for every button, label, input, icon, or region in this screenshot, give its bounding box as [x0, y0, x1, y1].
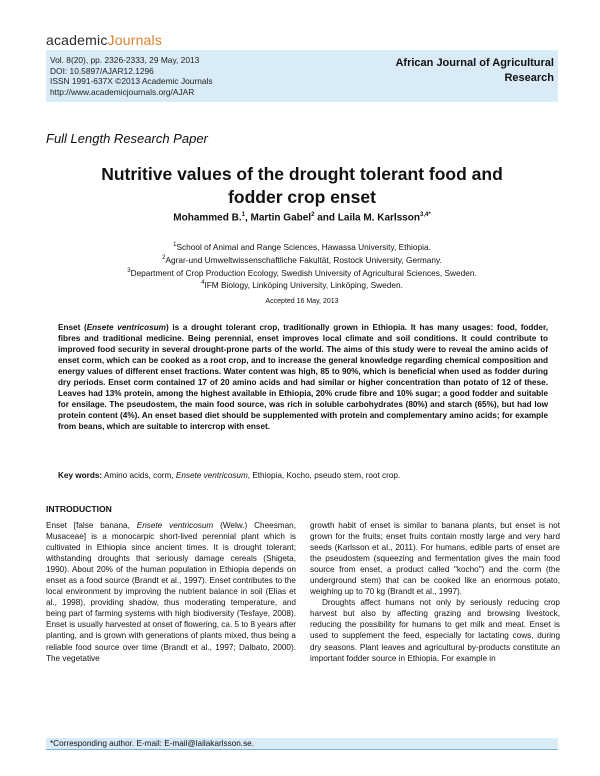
author-3: Laila M. Karlsson [337, 212, 421, 224]
section-heading-introduction: INTRODUCTION [46, 504, 112, 514]
affiliation-text: Department of Crop Production Ecology, Swedish University of Agricultural Sciences, Sweden. [130, 267, 477, 278]
author-separator: , [244, 212, 251, 224]
affiliation-4 [46, 278, 558, 291]
keywords [58, 471, 548, 480]
abstract [58, 322, 548, 432]
logo-part-journals: Journals [107, 32, 163, 48]
keywords-text: Amino acids, corm, [102, 471, 176, 480]
keywords-species: Ensete ventricosum [175, 471, 248, 480]
affiliation-number: 4 [201, 280, 205, 287]
paragraph [46, 520, 296, 664]
affiliation-text: School of Animal and Range Sciences, Hawassa University, Ethiopia. [176, 241, 431, 252]
journal-name-line2: Research [504, 72, 554, 84]
author-1-affil: 1 [241, 212, 245, 218]
paper-title [46, 163, 558, 209]
author-2-affil: 2 [311, 212, 315, 218]
keywords-label: Key words: [58, 471, 103, 480]
author-3-affil: 3,4* [420, 212, 431, 218]
affiliation-number: 1 [173, 242, 177, 248]
affiliation-1 [46, 240, 558, 253]
affiliations [46, 240, 558, 291]
footer-rule [46, 749, 558, 750]
affiliation-text: IFM Biology, Linköping University, Linköping, Sweden. [204, 280, 403, 291]
paragraph-text: Enset [false banana, [46, 521, 137, 530]
affiliation-number: 3 [127, 267, 131, 274]
author-1: Mohammed B. [173, 212, 242, 224]
species-name: Ensete ventricosum [136, 521, 214, 530]
accepted-date: Accepted 16 May, 2013 [265, 298, 339, 305]
journal-url[interactable]: http://www.academicjournals.org/AJAR [50, 87, 195, 98]
article-metadata [50, 55, 300, 98]
paragraph: Droughts affect humans not only by seriously reducing crop harvest but also by affecting grazing and browsing livestock, reducing the possibility for humans to get milk and meat. Enset is used to supplement the feed, especially for lactating cows, during dry seasons. Plant leaves and agricultural by-products constitute an important fodder source in Ethiopia. For example in [310, 598, 560, 663]
author-2: Martin Gabel [250, 212, 312, 224]
volume-line: Vol. 8(20), pp. 2326-2333, 29 May, 2013 [50, 55, 200, 65]
abstract-lead: Enset ( [58, 323, 87, 332]
abstract-species-name: Ensete ventricosum [86, 323, 166, 332]
author-list [46, 212, 558, 223]
body-column-right [310, 520, 560, 664]
affiliation-2 [46, 253, 558, 266]
corresponding-author-footnote: *Corresponding author. E-mail: E-mail@lailakarlsson.se. [46, 738, 558, 750]
title-line2: fodder crop enset [228, 187, 376, 207]
paper-type: Full Length Research Paper [46, 131, 208, 146]
doi-line: DOI: 10.5897/AJAR12.1296 [50, 65, 154, 76]
affiliation-number: 2 [162, 254, 166, 261]
affiliation-3 [46, 266, 558, 279]
body-column-left [46, 520, 296, 664]
title-line1: Nutritive values of the drought tolerant food and [101, 164, 503, 184]
paragraph: growth habit of enset is similar to banana plants, but enset is not grown for the fruits; enset fruits contain mostly large and very hard seeds (Karlsson et al., 2011). For humans, edible parts of enset are the pseudostem (squeezing and fermentation gives the main food source from enset, a product called "kocho") and the corm (the underground stem) that can be cooked like an enormous potato, weighing up to 70 kg (Brandt et al., 1997). [310, 521, 560, 597]
author-separator: and [314, 212, 338, 224]
issn-line: ISSN 1991-637X ©2013 Academic Journals [50, 76, 213, 87]
keywords-text: , Ethiopia, Kocho, pseudo stem, root crop. [247, 471, 401, 480]
logo-part-academic: academic [46, 32, 108, 48]
journal-name [354, 56, 554, 86]
publisher-logo [46, 32, 162, 48]
paragraph-text: (Welw.) Cheesman, Musaceae] is a monocarpic short-lived perennial plant which is cultivated in Ethiopia since ancient times. It is drought tolerant; withstanding droughts that seriously damage cereals (Shigeta, 1990). About 20% of the human population in Ethiopia depends on enset as a food source (Brandt et al., 1997). Enset contributes to the local environment by improving the nutrient balance in soil (Elias et al., 1998), providing shadow, thus moderating temperature, and being part of farming systems with high biodiversity (Tesfaye, 2008). Enset is usually harvested at onset of flowering, ca. 5 to 8 years after planting, and is grown with generations of plants mixed, thus being a reliable food source over time (Brandt et al., 1997; Dalbato, 2000). The vegetative [46, 521, 296, 663]
abstract-body: ) is a drought tolerant crop, traditionally grown in Ethiopia. It has many usages: food, fodder, fibres and traditional medicine. Being perennial, enset improves local climate and soil conditions. It could contribute to improved food security in several drought-prone parts of the world. The aims of this study were to reveal the amino acids of enset corm, which can be cooked as a root crop, and to increase the general knowledge regarding chemical composition and energy values of different enset fractions. Water content was high, 85 to 90%, which is beneficial when used as fodder during dry periods. Enset corm contained 17 of 20 amino acids and had similar or higher concentration than potato of 12 of these. Leaves had 13% protein, among the highest available in Ethiopia, 20% crude fibre and 10% sugar; a good fodder and suitable for ensilage. The pseudostem, the main food source, was rich in soluble carbohydrates (80%) and starch (65%), but had low protein content (4%). An enset based diet should be supplemented with protein and complementary amino acids; for example from beans, which are suitable to intercrop with enset. [58, 323, 548, 431]
journal-name-line1: African Journal of Agricultural [395, 57, 554, 69]
affiliation-text: Agrar-und Umweltwissenschaftliche Fakultät, Rostock University, Germany. [165, 254, 442, 265]
